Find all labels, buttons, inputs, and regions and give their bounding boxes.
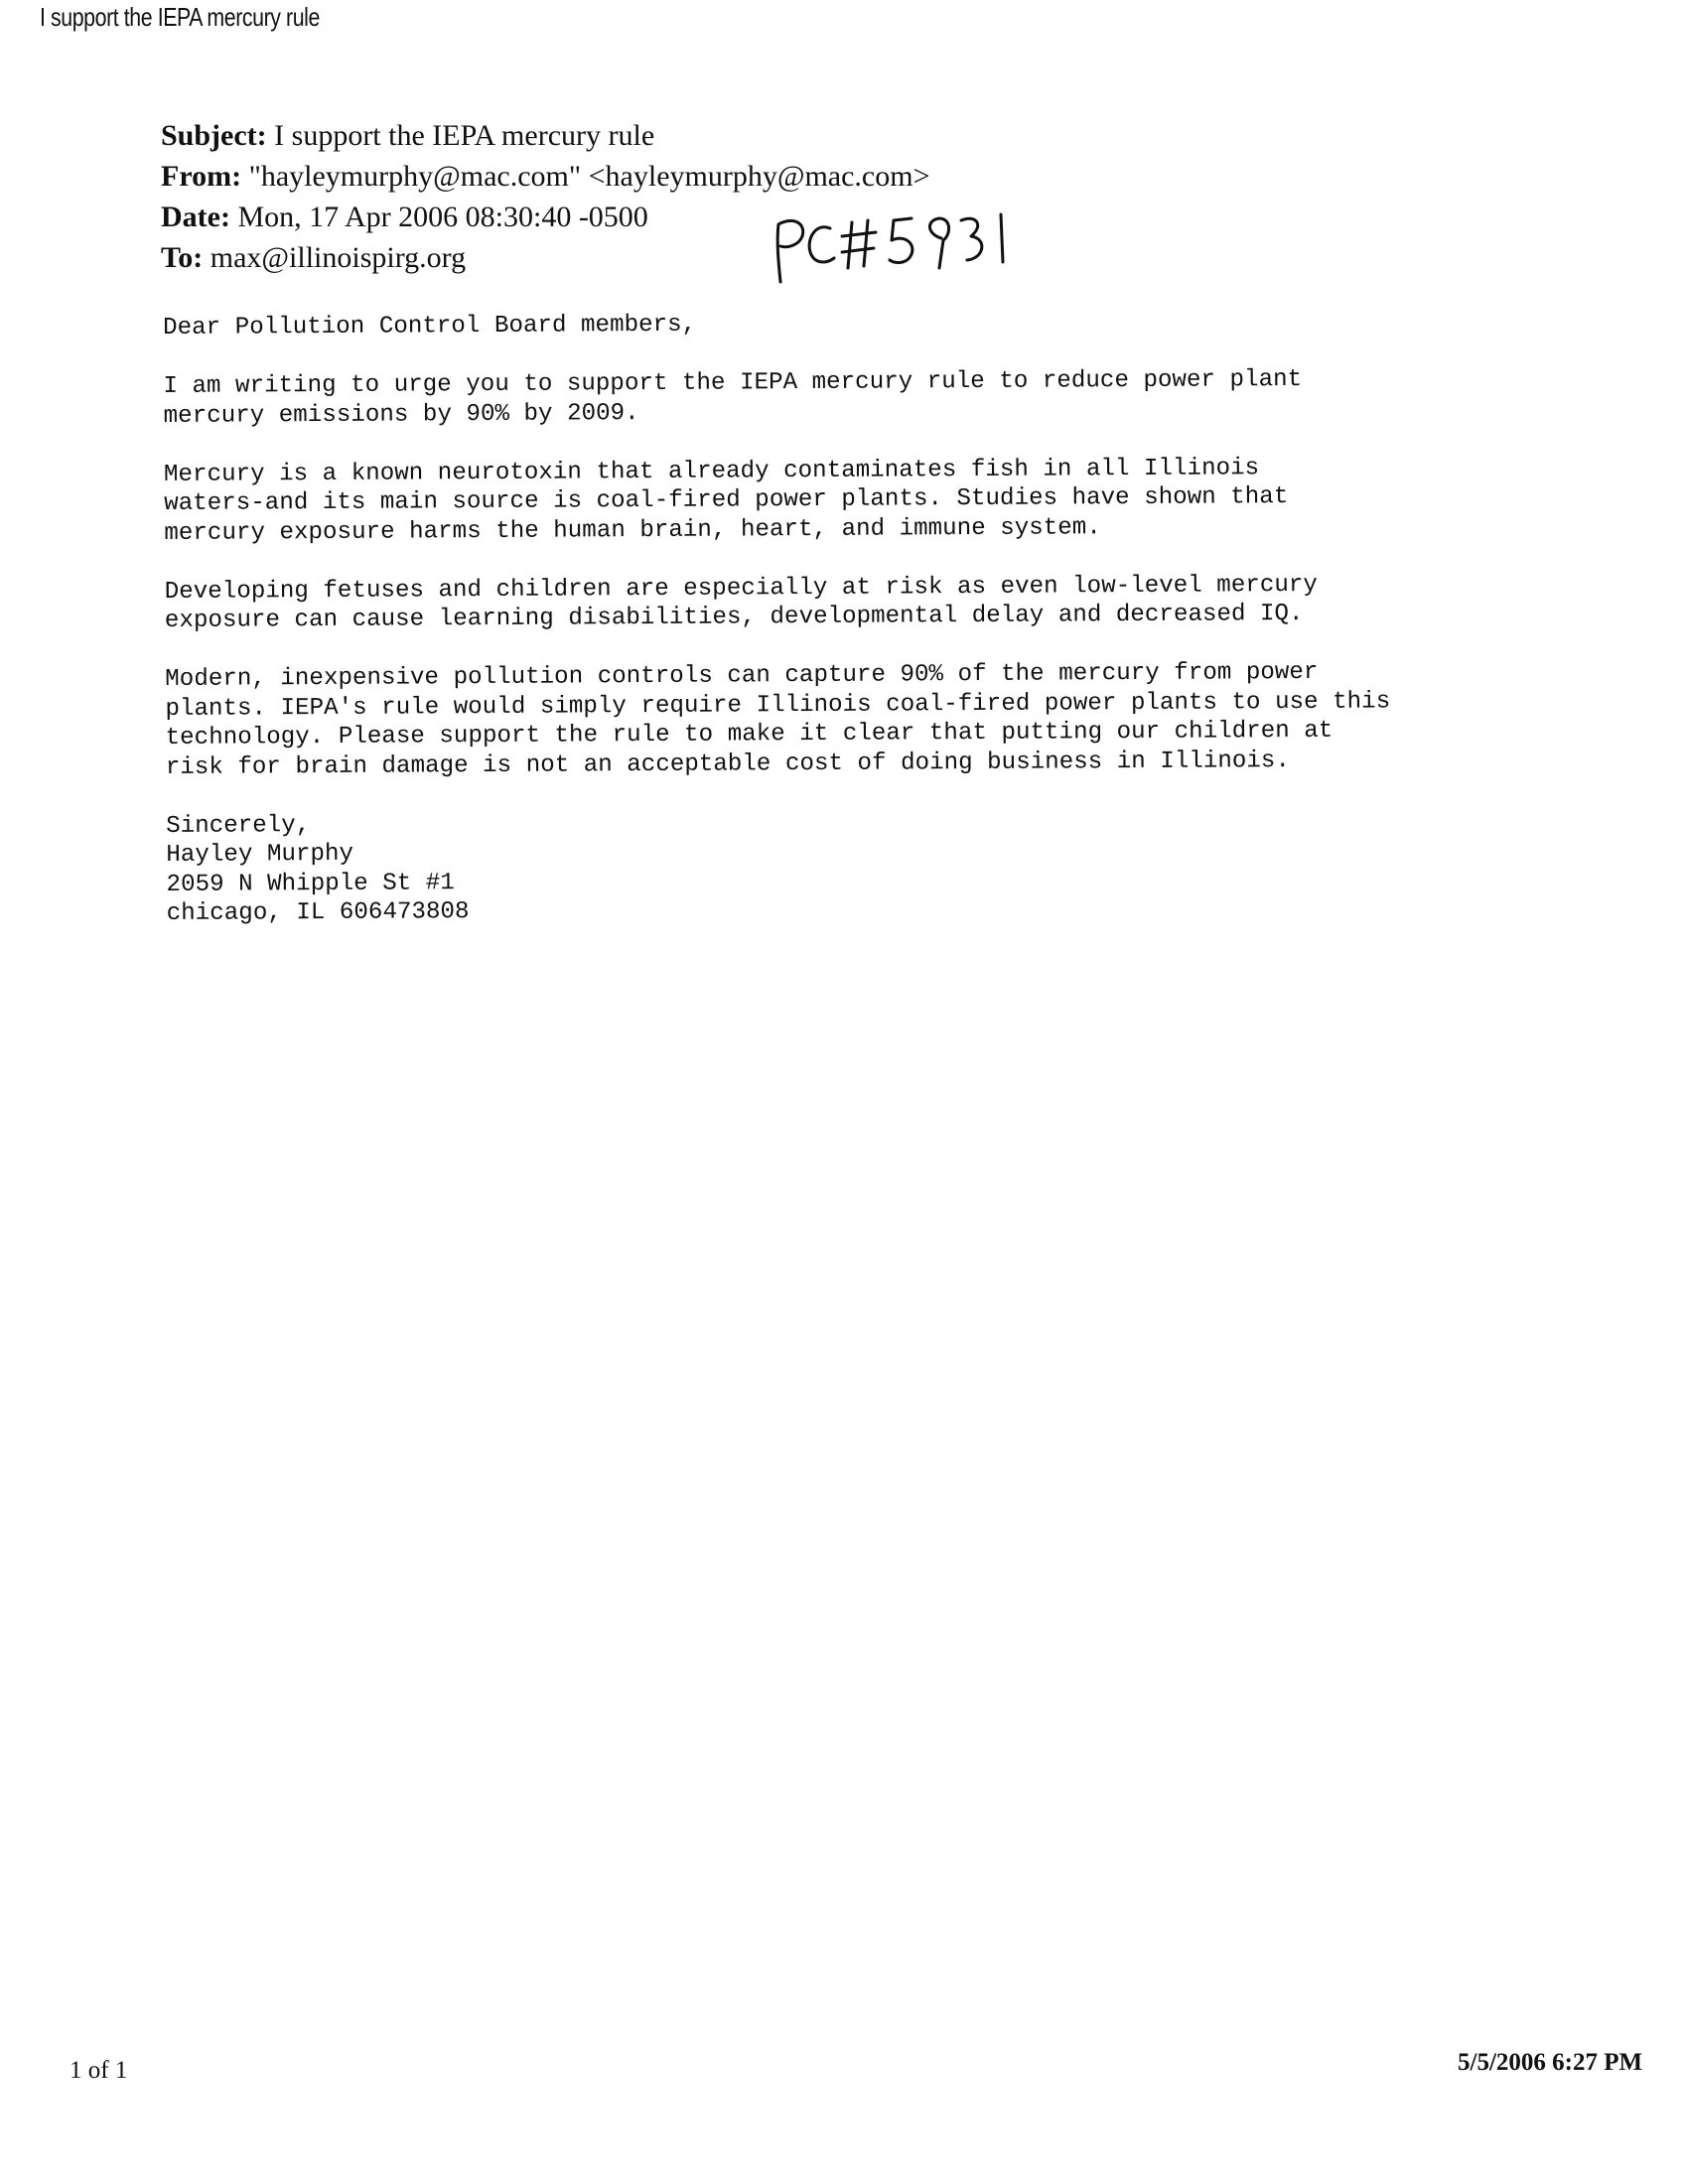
subject-value: I support the IEPA mercury rule xyxy=(274,119,655,152)
from-label: From: xyxy=(161,160,242,193)
date-value: Mon, 17 Apr 2006 08:30:40 -0500 xyxy=(237,201,648,233)
signature-name: Hayley Murphy xyxy=(166,840,354,869)
signature-block xyxy=(166,803,1577,929)
page-count: 1 of 1 xyxy=(70,2057,128,2084)
from-value: "hayleymurphy@mac.com" <hayleymurphy@mac.com> xyxy=(248,160,930,193)
address-line-1: 2059 N Whipple St #1 xyxy=(166,869,455,898)
printed-timestamp: 5/5/2006 6:27 PM xyxy=(1458,2049,1643,2076)
subject-label: Subject: xyxy=(161,119,267,152)
to-label: To: xyxy=(161,241,204,274)
handwritten-pc-number xyxy=(772,212,1011,292)
subject-row xyxy=(161,115,930,156)
page-header-title: I support the IEPA mercury rule xyxy=(40,2,320,32)
body-paragraph-2: Mercury is a known neurotoxin that already contaminates fish in all Illinois waters-and its main source is coal-fired power plants. Studies have shown that mercury exposure harms the human brain, heart, and immune system. xyxy=(163,454,1289,547)
handwritten-pc-number-drawing xyxy=(772,212,1011,292)
address-line-2: chicago, IL 606473808 xyxy=(166,898,470,927)
body-paragraph-4: Modern, inexpensive pollution controls can capture 90% of the mercury from power plants. IEPA's rule would simply require Illinois coal-fired power plants to use this technology. Please support the rule to make it clear that putting our children at risk for brain damage is not an acceptable cost of doing business in Illinois. xyxy=(165,658,1391,781)
greeting: Dear Pollution Control Board members, xyxy=(163,311,697,341)
date-label: Date: xyxy=(161,201,230,233)
body-paragraph-1: I am writing to urge you to support the IEPA mercury rule to reduce power plant mercury emissions by 90% by 2009. xyxy=(163,365,1303,430)
to-value: max@illinoispirg.org xyxy=(210,241,467,274)
email-body xyxy=(163,305,1577,928)
body-paragraph-3: Developing fetuses and children are especially at risk as even low-level mercury exposure can cause learning disabilities, developmental delay and decreased IQ. xyxy=(164,571,1318,634)
from-row xyxy=(161,156,930,197)
closing: Sincerely, xyxy=(166,811,311,840)
